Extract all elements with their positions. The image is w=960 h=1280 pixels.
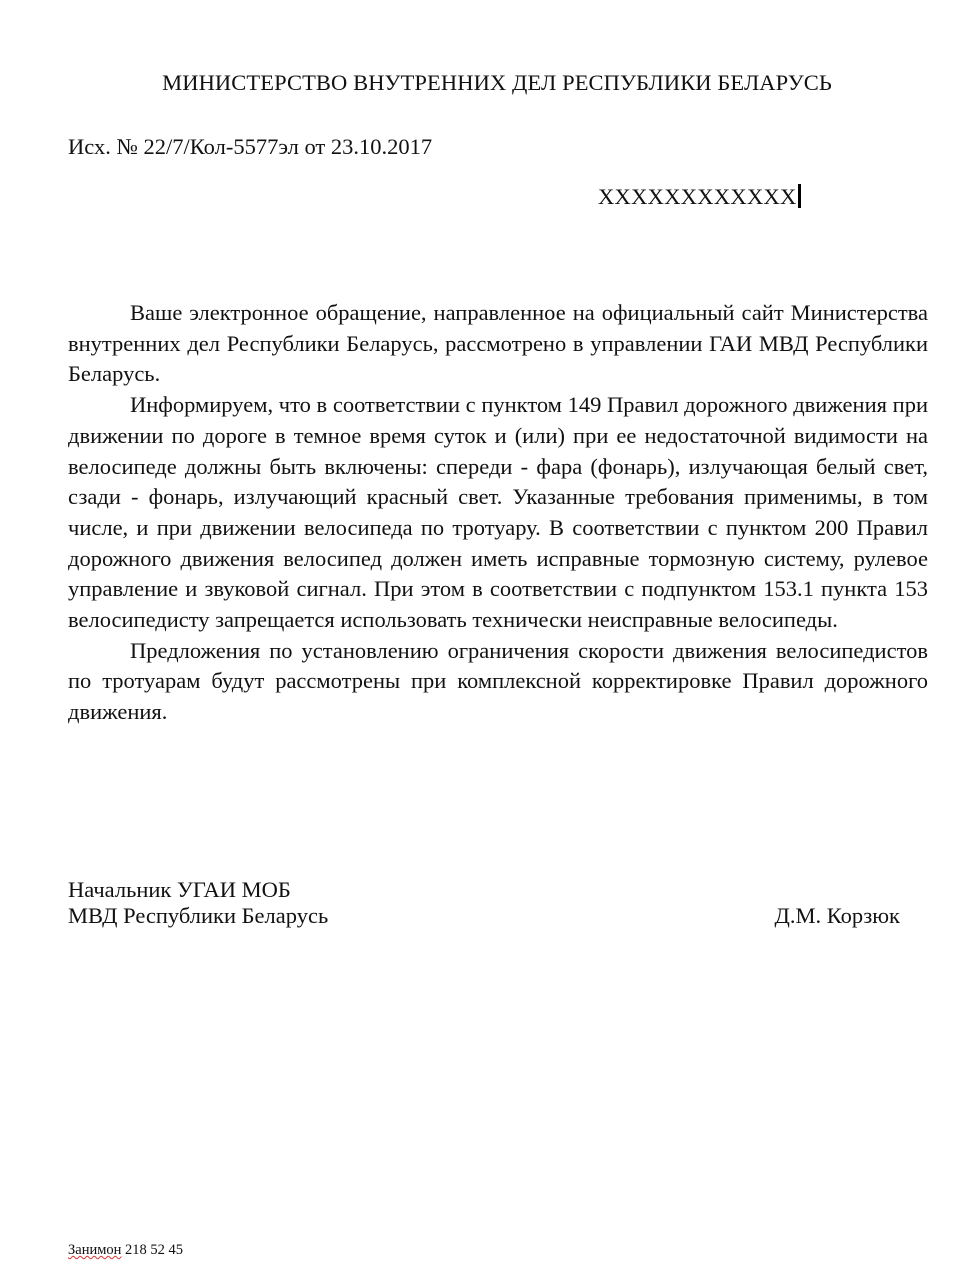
signer-name: Д.М. Корзюк bbox=[774, 903, 900, 928]
text-cursor bbox=[798, 184, 801, 208]
signer-position-line2: МВД Республики Беларусь bbox=[68, 903, 329, 928]
signer-position-line1: Начальник УГАИ МОБ bbox=[68, 877, 291, 902]
addressee[interactable] bbox=[598, 184, 801, 210]
contact-surname: Занимон bbox=[68, 1242, 122, 1258]
addressee-text: XXXXXXXXXXXX bbox=[598, 184, 797, 209]
document-header: МИНИСТЕРСТВО ВНУТРЕННИХ ДЕЛ РЕСПУБЛИКИ БЕЛАРУСЬ bbox=[162, 70, 832, 95]
paragraph: Предложения по установлению ограничения скорости движения велосипедистов по тротуарам будут рассмотрены при комплексной корректировке Правил дорожного движения. bbox=[68, 637, 928, 725]
signature-block bbox=[68, 877, 900, 929]
paragraph: Ваше электронное обращение, направленное на официальный сайт Министерства внутренних дел Республики Беларусь, рассмотрено в управлении ГАИ МВД Республики Беларусь. bbox=[68, 300, 928, 387]
paragraph: Информируем, что в соответствии с пунктом 149 Правил дорожного движения при движении по дороге в темное время суток и (или) при ее недостаточной видимости на велосипеде должны быть включены: спереди - фара (фонарь), излучающая белый свет, сзади - фонарь, излучающий красный свет. Указанные требования применимы, в том числе, и при движении велосипеда по тротуару. В соответствии с пунктом 200 Правил дорожного движения велосипед должен иметь исправные тормозную систему, рулевое управление и звуковой сигнал. При этом в соответствии с подпунктом 153.1 пункта 153 велосипедисту запрещается использовать технически неисправные велосипеды. bbox=[68, 392, 928, 633]
contact-phone: 218 52 45 bbox=[125, 1242, 184, 1258]
reference-number: Исх. № 22/7/Кол-5577эл от 23.10.2017 bbox=[68, 134, 433, 159]
letter-body bbox=[68, 298, 928, 728]
contact-line bbox=[68, 1242, 183, 1259]
